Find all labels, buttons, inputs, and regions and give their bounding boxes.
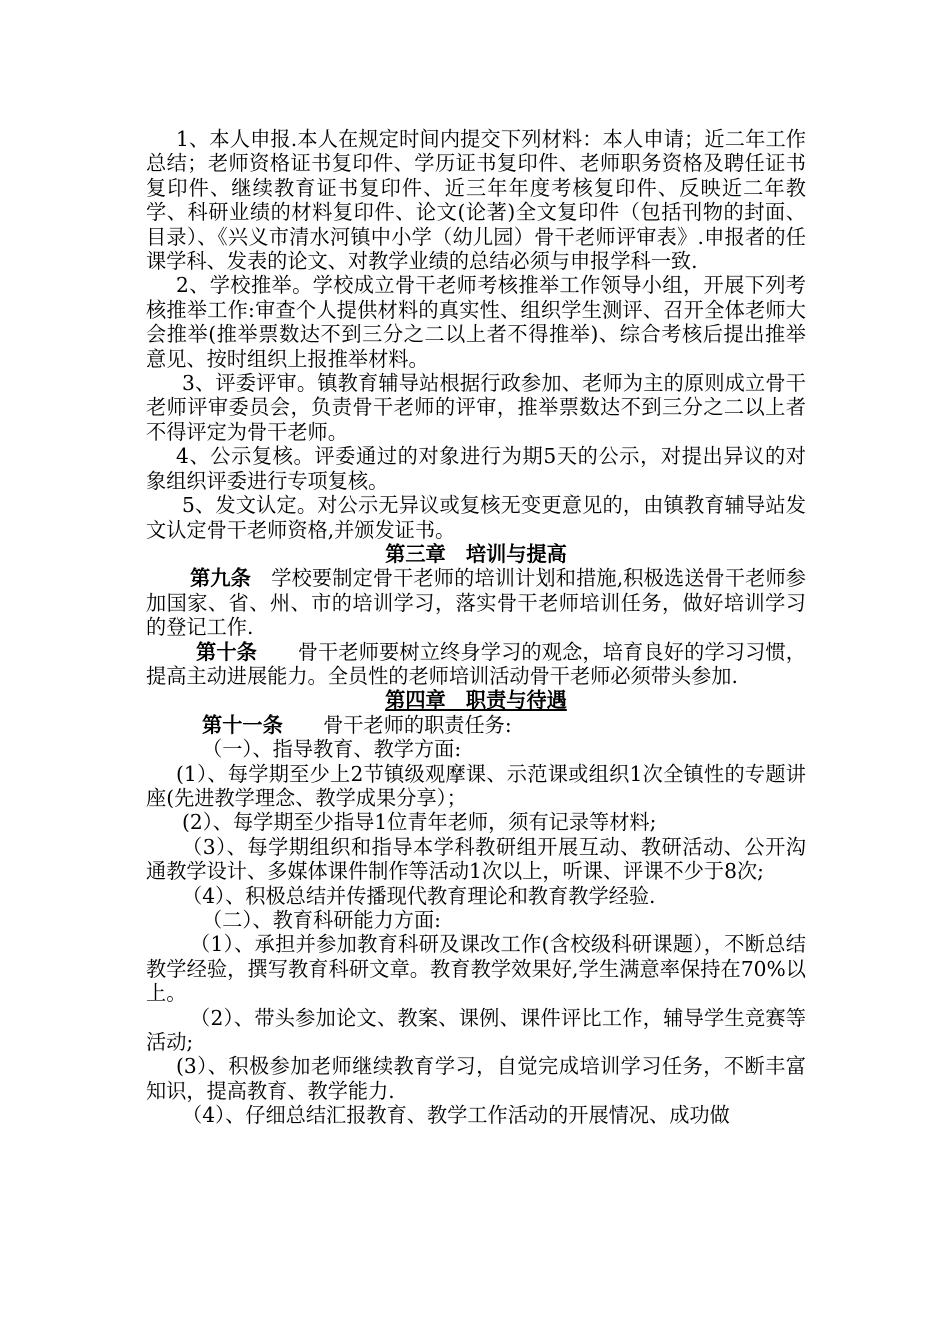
section-2-item-3: (3）、积极参加老师继续教育学习，自觉完成培训学习任务，不断丰富知识，提高教育、教学能力. [146, 1054, 806, 1103]
section-1-item-4: （4）、积极总结并传播现代教育理论和教育教学经验. [182, 883, 656, 908]
section-2-heading: （二）、教育科研能力方面: [202, 908, 441, 932]
article-10-label: 第十条 [196, 639, 258, 664]
section-1-item-3: （3）、每学期组织和指导本学科教研组开展互动、教研活动、公开沟通教学设计、多媒体课件制作等活动1次以上，听课、评课不少于8次; [146, 834, 806, 884]
article-10 [146, 640, 806, 689]
article-9-label: 第九条 [190, 566, 251, 591]
paragraph-1: 1、本人申报.本人在规定时间内提交下列材料：本人申请；近二年工作总结；老师资格证书复印件、学历证书复印件、老师职务资格及聘任证书复印件、继续教育证书复印件、近三年年度考核复印件、反映近二年教学、科研业绩的材料复印件、论文(论著)全文复印件（包括刊物的封面、目录）、《兴义市清水河镇中小学（幼儿园）骨干老师评审表》.申报者的任课学科、发表的论文、对教学业绩的总结必须与申报学科一致. [146, 127, 806, 274]
paragraph-3: 3、评委评审。镇教育辅导站根据行政参加、老师为主的原则成立骨干老师评审委员会，负责骨干老师的评审，推举票数达不到三分之二以上者不得评定为骨干老师。 [146, 371, 806, 444]
section-2-item-1: （1）、承担并参加教育科研及课改工作(含校级科研课题），不断总结教学经验，撰写教育科研文章。教育教学效果好,学生满意率保持在70%以上。 [146, 932, 806, 1006]
paragraph-4: 4、公示复核。评委通过的对象进行为期5天的公示，对提出异议的对象组织评委进行专项复核。 [146, 444, 806, 493]
section-2-item-2: （2）、带头参加论文、教案、课例、课件评比工作，辅导学生竞赛等活动; [146, 1005, 806, 1055]
section-2-item-4: （4）、仔细总结汇报教育、教学工作活动的开展情况、成功做 [182, 1103, 730, 1128]
chapter-4-heading [146, 688, 806, 712]
paragraph-5: 5、发文认定。对公示无异议或复核无变更意见的，由镇教育辅导站发文认定骨干老师资格,并颁发证书。 [146, 493, 806, 542]
chapter-4-title: 第四章 职责与待遇 [385, 688, 567, 713]
article-9-text: 学校要制定骨干老师的培训计划和措施,积极选送骨干老师参加国家、省、州、市的培训学习，落实骨干老师培训任务，做好培训学习的登记工作. [146, 566, 806, 640]
section-1-heading: （一）、指导教育、教学方面: [202, 737, 462, 762]
chapter-3-heading: 第三章 培训与提高 [385, 541, 567, 566]
paragraph-2: 2、学校推举。学校成立骨干老师考核推举工作领导小组，开展下列考核推举工作:审查个人提供材料的真实性、组织学生测评、召开全体老师大会推举(推举票数达不到三分之二以上者不得推举)、综合考核后提出推举意见、按时组织上报推举材料。 [146, 273, 806, 371]
article-9 [146, 566, 806, 639]
article-10-text: 骨干老师要树立终身学习的观念，培育良好的学习习惯，提高主动进展能力。全员性的老师培训活动骨干老师必须带头参加. [146, 639, 806, 688]
article-11 [146, 713, 806, 737]
section-1-item-2: (2）、每学期至少指导1位青年老师，须有记录等材料; [182, 810, 657, 835]
article-11-label: 第十一条 [202, 712, 283, 737]
article-11-text: 骨干老师的职责任务: [282, 712, 512, 737]
section-1-item-1: (1）、每学期至少上2节镇级观摩课、示范课或组织1次全镇性的专题讲座(先进教学理念、教学成果分享）； [146, 761, 806, 810]
document-page [146, 127, 806, 1128]
